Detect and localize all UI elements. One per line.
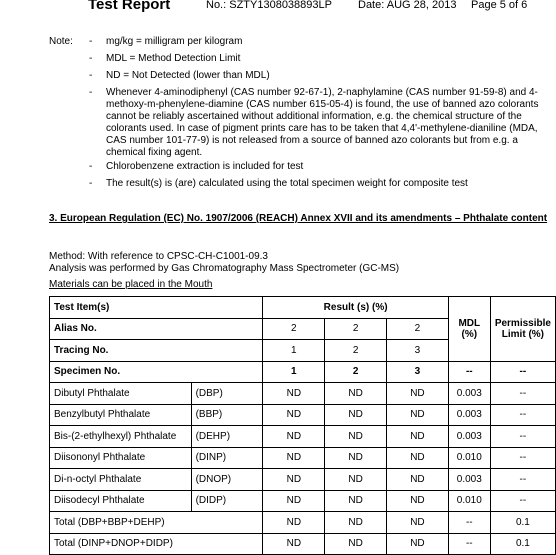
- result-cell: ND: [325, 469, 387, 491]
- alias-label: Alias No.: [50, 318, 263, 340]
- substance-name: Diisodecyl Phthalate: [50, 490, 192, 512]
- note-text: MDL = Method Detection Limit: [106, 53, 241, 64]
- substance-abbr: (BBP): [191, 404, 263, 426]
- substance-name: Diisononyl Phthalate: [50, 447, 192, 469]
- bullet-dash: -: [89, 87, 93, 98]
- result-cell: ND: [387, 512, 449, 534]
- report-header: [0, 0, 556, 14]
- result-cell: ND: [387, 490, 449, 512]
- specimen-limit: --: [490, 361, 555, 383]
- result-cell: ND: [263, 447, 325, 469]
- note-text: ND = Not Detected (lower than MDL): [106, 70, 270, 81]
- notes-list: [89, 36, 545, 195]
- report-date: Date: AUG 28, 2013: [358, 0, 457, 11]
- table-row: [50, 490, 556, 512]
- result-cell: ND: [325, 512, 387, 534]
- bullet-dash: -: [89, 70, 93, 81]
- table-header-row: [50, 297, 556, 319]
- mdl-cell: 0.003: [448, 404, 490, 426]
- specimen-cell: 1: [263, 361, 325, 383]
- report-number: No.: SZTY1308038893LP: [206, 0, 332, 11]
- section-title: 3. European Regulation (EC) No. 1907/2006 (REACH) Annex XVII and its amendments – Phthalate content: [49, 213, 548, 224]
- alias-cell: 2: [263, 318, 325, 340]
- mdl-cell: 0.003: [448, 426, 490, 448]
- note-item: [89, 87, 545, 161]
- result-cell: ND: [387, 469, 449, 491]
- table-row: [50, 512, 556, 534]
- table-row: [50, 383, 556, 405]
- result-cell: ND: [263, 533, 325, 555]
- bullet-dash: -: [89, 36, 93, 47]
- tracing-cell: 3: [387, 340, 449, 362]
- result-cell: ND: [387, 533, 449, 555]
- result-cell: ND: [263, 404, 325, 426]
- substance-abbr: (DBP): [191, 383, 263, 405]
- substance-name: Bis-(2-ethylhexyl) Phthalate: [50, 426, 192, 448]
- limit-cell: 0.1: [490, 512, 555, 534]
- specimen-cell: 3: [387, 361, 449, 383]
- table-row: [50, 469, 556, 491]
- specimen-mdl: --: [448, 361, 490, 383]
- method-text: Method: With reference to CPSC-CH-C1001-09.3: [49, 251, 268, 262]
- limit-cell: --: [490, 383, 555, 405]
- analysis-text: Analysis was performed by Gas Chromatography Mass Spectrometer (GC-MS): [49, 263, 400, 274]
- result-cell: ND: [325, 490, 387, 512]
- result-cell: ND: [263, 512, 325, 534]
- mdl-cell: 0.003: [448, 469, 490, 491]
- table-row: [50, 447, 556, 469]
- result-cell: ND: [325, 404, 387, 426]
- result-header: Result (s) (%): [263, 297, 448, 319]
- note-item: [89, 70, 545, 87]
- test-item-header: Test Item(s): [50, 297, 263, 319]
- specimen-row: [50, 361, 556, 383]
- page-indicator: Page 5 of 6: [471, 0, 528, 11]
- substance-name: Benzylbutyl Phthalate: [50, 404, 192, 426]
- bullet-dash: -: [89, 53, 93, 64]
- substance-abbr: (DEHP): [191, 426, 263, 448]
- alias-cell: 2: [387, 318, 449, 340]
- substance-abbr: (DNOP): [191, 469, 263, 491]
- substance-name: Total (DINP+DNOP+DIDP): [50, 533, 263, 555]
- table-body: [50, 383, 556, 555]
- mdl-cell: 0.003: [448, 383, 490, 405]
- note-text: Chlorobenzene extraction is included for test: [106, 161, 304, 172]
- note-item: [89, 36, 545, 53]
- result-cell: ND: [387, 404, 449, 426]
- limit-cell: --: [490, 469, 555, 491]
- limit-cell: --: [490, 404, 555, 426]
- limit-header: Permissible Limit (%): [490, 297, 555, 362]
- limit-cell: --: [490, 490, 555, 512]
- result-cell: ND: [325, 533, 387, 555]
- limit-cell: --: [490, 447, 555, 469]
- limit-cell: --: [490, 426, 555, 448]
- result-cell: ND: [263, 490, 325, 512]
- result-cell: ND: [325, 383, 387, 405]
- substance-abbr: (DIDP): [191, 490, 263, 512]
- substance-name: Dibutyl Phthalate: [50, 383, 192, 405]
- note-item: [89, 161, 545, 178]
- table-row: [50, 533, 556, 555]
- table-row: [50, 404, 556, 426]
- note-item: [89, 53, 545, 70]
- table-row: [50, 426, 556, 448]
- substance-name: Total (DBP+BBP+DEHP): [50, 512, 263, 534]
- specimen-cell: 2: [325, 361, 387, 383]
- limit-cell: 0.1: [490, 533, 555, 555]
- bullet-dash: -: [89, 161, 93, 172]
- result-cell: ND: [263, 383, 325, 405]
- result-cell: ND: [263, 426, 325, 448]
- tracing-cell: 1: [263, 340, 325, 362]
- mouth-note: Materials can be placed in the Mouth: [49, 279, 213, 290]
- method-block: [49, 251, 399, 275]
- result-cell: ND: [263, 469, 325, 491]
- note-text: The result(s) is (are) calculated using the total specimen weight for composite test: [106, 178, 468, 189]
- note-text: Whenever 4-aminodiphenyl (CAS number 92-67-1), 2-naphylamine (CAS number 91-59-8) and 4-methoxy-m-phenylene-diamine (CAS number 615-05-4) is found, the use of banned azo colorants cannot be reliably ascertained without additional information, e.g. the chemical structure of the colorants used. In case of pigment prints care has to be taken that 4,4'-methylene-dianiline (MDA, CAS number 101-77-9) is not released from a source of banned azo colorants but from e.g. a chemical fixing agent.: [106, 87, 539, 158]
- mdl-cell: 0.010: [448, 490, 490, 512]
- notes-label: Note:: [49, 36, 73, 47]
- specimen-label: Specimen No.: [50, 361, 263, 383]
- result-cell: ND: [387, 383, 449, 405]
- result-cell: ND: [387, 426, 449, 448]
- note-item: [89, 178, 545, 195]
- report-title: Test Report: [88, 0, 171, 13]
- mdl-cell: 0.010: [448, 447, 490, 469]
- mdl-cell: --: [448, 512, 490, 534]
- note-text: mg/kg = milligram per kilogram: [106, 36, 243, 47]
- mdl-cell: --: [448, 533, 490, 555]
- tracing-cell: 2: [325, 340, 387, 362]
- tracing-label: Tracing No.: [50, 340, 263, 362]
- mdl-header: MDL (%): [448, 297, 490, 362]
- result-cell: ND: [325, 426, 387, 448]
- alias-cell: 2: [325, 318, 387, 340]
- results-table: [49, 296, 556, 555]
- bullet-dash: -: [89, 178, 93, 189]
- result-cell: ND: [325, 447, 387, 469]
- substance-name: Di-n-octyl Phthalate: [50, 469, 192, 491]
- substance-abbr: (DINP): [191, 447, 263, 469]
- result-cell: ND: [387, 447, 449, 469]
